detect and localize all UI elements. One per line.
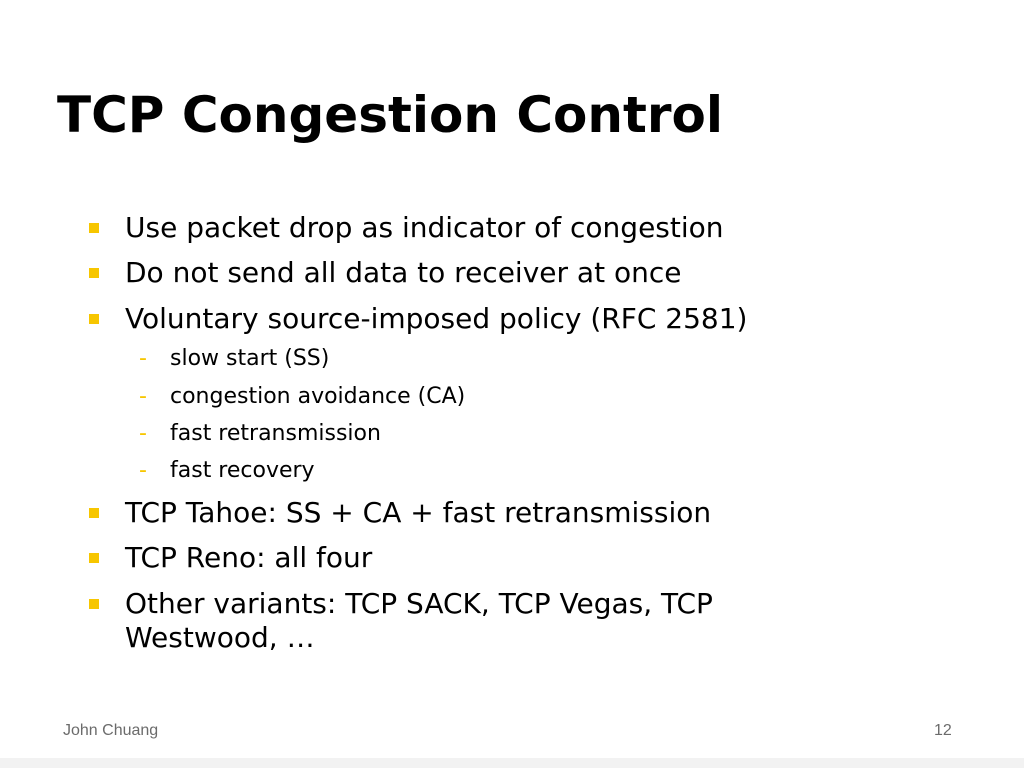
sub-bullet-item: [139, 345, 770, 373]
footer-author: John Chuang: [63, 722, 159, 739]
sub-bullet-text: congestion avoidance (CA): [170, 384, 466, 409]
bullet-text: TCP Reno: all four: [125, 541, 373, 574]
bullet-item: [125, 587, 785, 655]
bullet-text: TCP Tahoe: SS + CA + fast retransmission: [125, 496, 712, 529]
sub-bullet-item: [139, 420, 770, 448]
bullet-item: [125, 302, 825, 336]
bullet-item: [125, 211, 825, 245]
bullet-text: Other variants: TCP SACK, TCP Vegas, TCP Westwood, …: [125, 587, 713, 654]
bullet-item: [125, 496, 825, 530]
dash-bullet-icon: -: [139, 346, 147, 371]
bullet-text: Do not send all data to receiver at once: [125, 256, 682, 289]
square-bullet-icon: [89, 553, 99, 563]
dash-bullet-icon: -: [139, 421, 147, 446]
sub-bullet-text: fast retransmission: [170, 421, 381, 446]
square-bullet-icon: [89, 314, 99, 324]
square-bullet-icon: [89, 508, 99, 518]
square-bullet-icon: [89, 223, 99, 233]
sub-bullet-item: [139, 457, 770, 485]
bullet-text: Use packet drop as indicator of congestion: [125, 211, 724, 244]
sub-bullet-text: fast recovery: [170, 458, 315, 483]
square-bullet-icon: [89, 268, 99, 278]
page-number: 12: [934, 722, 952, 739]
slide-title: TCP Congestion Control: [57, 86, 724, 144]
bullet-item: [125, 541, 825, 575]
dash-bullet-icon: -: [139, 458, 147, 483]
dash-bullet-icon: -: [139, 384, 147, 409]
bullet-text: Voluntary source-imposed policy (RFC 2581): [125, 302, 748, 335]
bullet-item: [125, 256, 825, 290]
sub-bullet-item: [139, 383, 770, 411]
sub-bullet-text: slow start (SS): [170, 346, 330, 371]
bottom-band: [0, 758, 1024, 768]
square-bullet-icon: [89, 599, 99, 609]
